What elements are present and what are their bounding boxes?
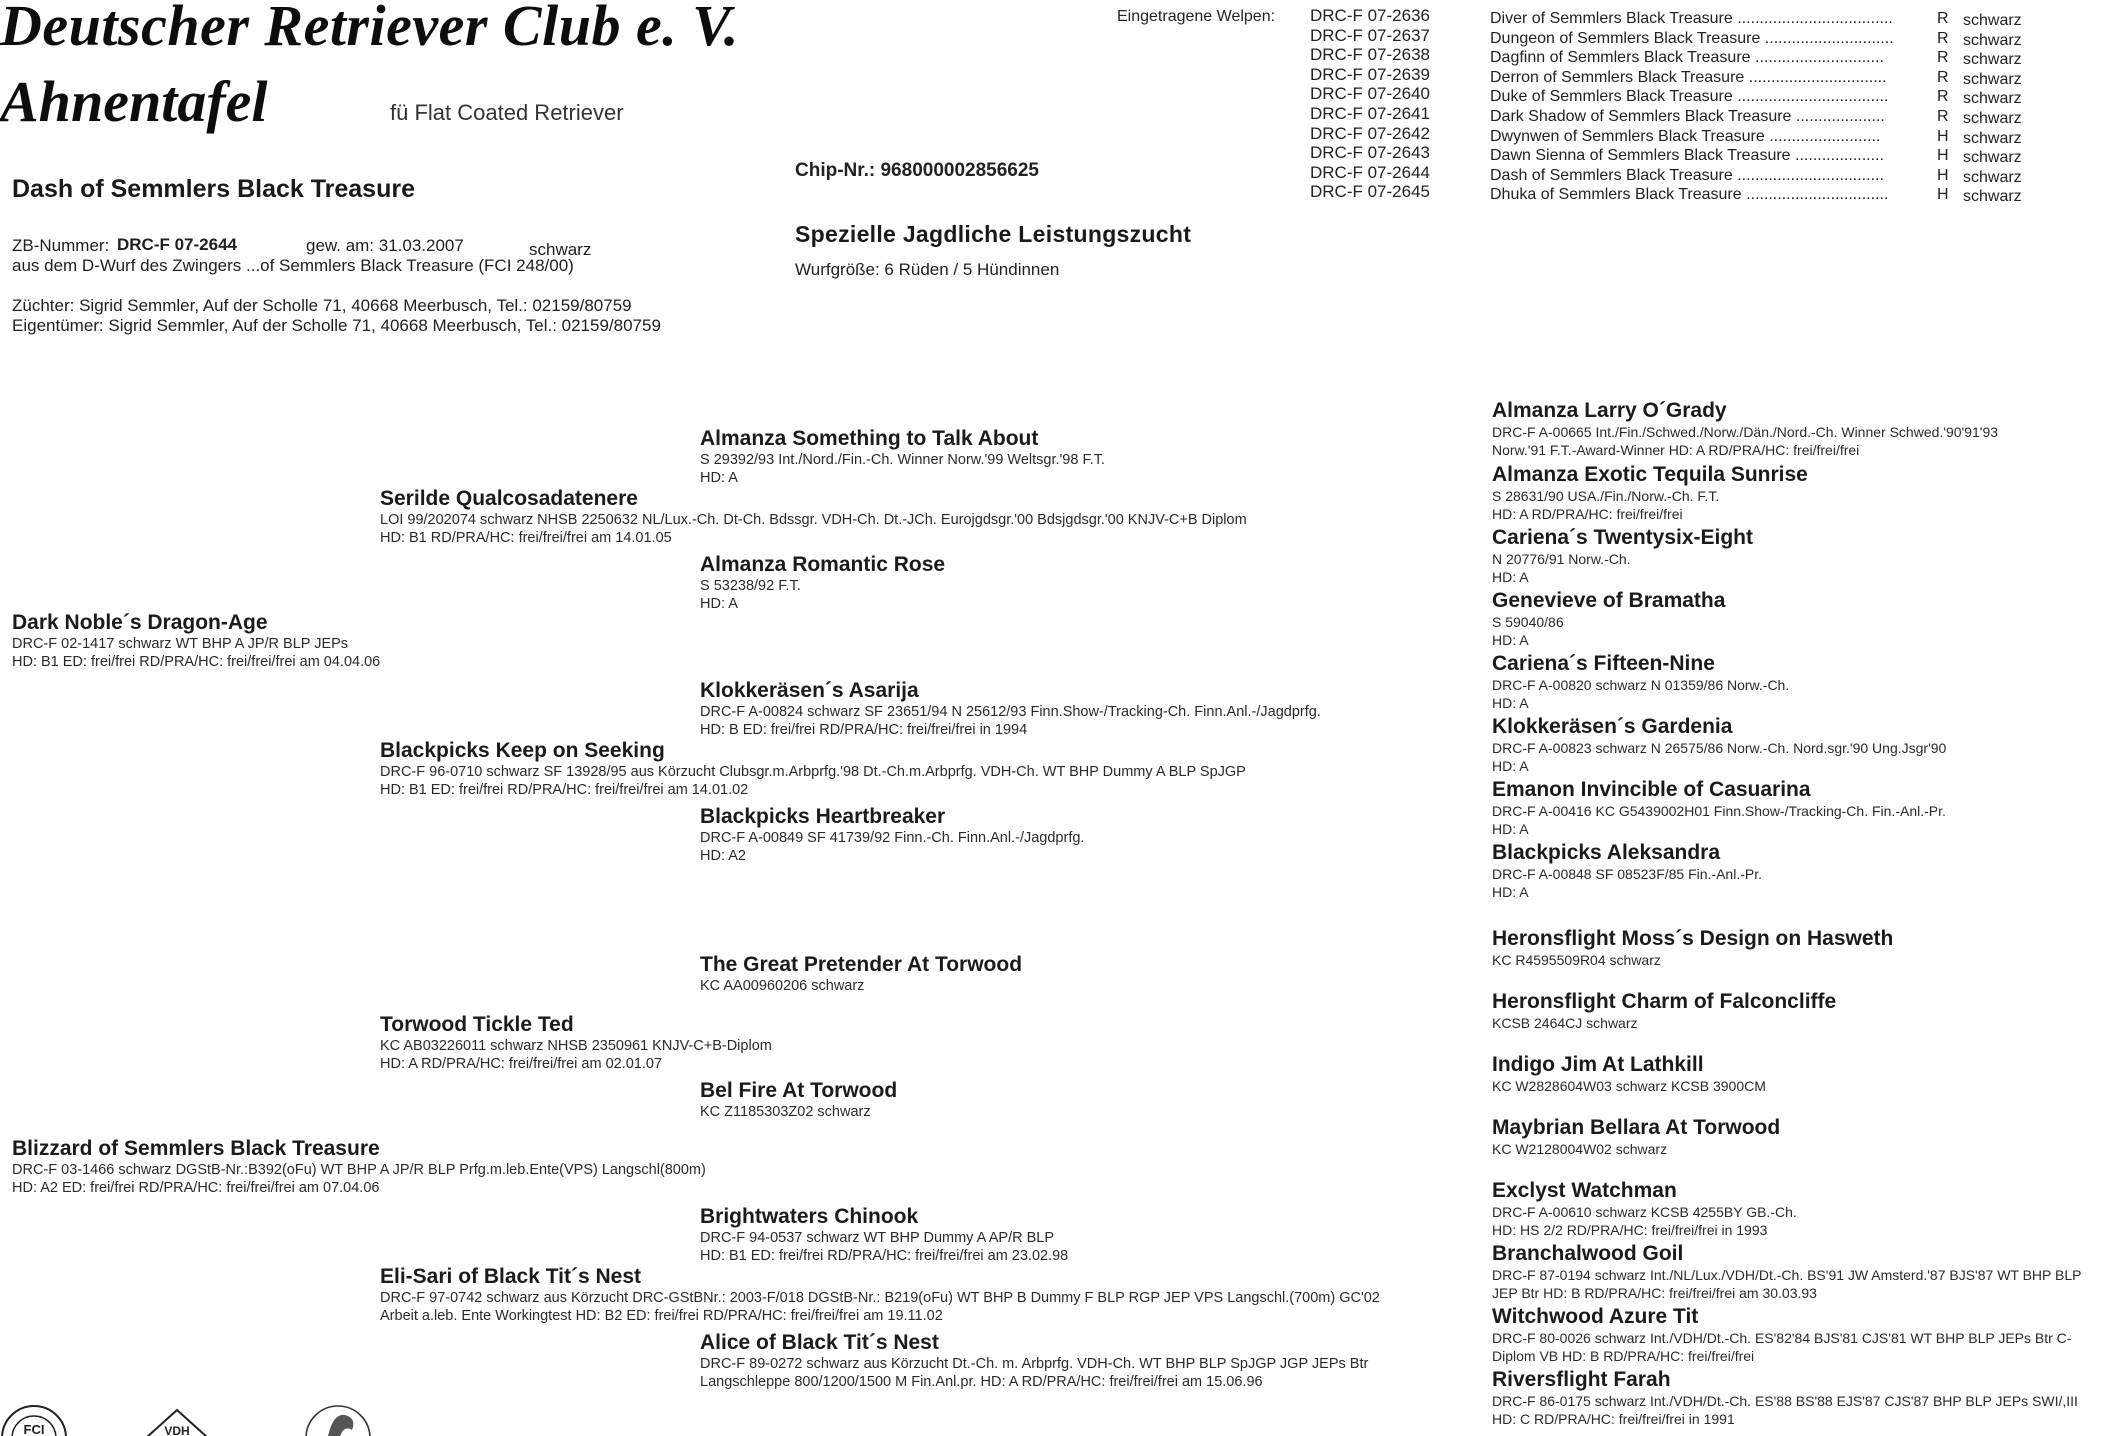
- puppy-sex: R: [1937, 29, 1949, 47]
- sire-health: HD: B1 ED: frei/frei RD/PRA/HC: frei/frei/frei am 04.04.06: [12, 654, 381, 670]
- ancestor-entry: [1492, 777, 1946, 838]
- ancestor-health: JEP Btr HD: B RD/PRA/HC: frei/frei/frei am 30.03.93: [1492, 1285, 1817, 1301]
- great-grandparent-name: Alice of Black Tit´s Nest: [700, 1331, 939, 1354]
- ancestor-entry: [1492, 1115, 1780, 1158]
- ancestor-details: KC W2128004W02 schwarz: [1492, 1141, 1668, 1157]
- ancestor-entry: [1492, 840, 1762, 901]
- ancestor-details: DRC-F A-00820 schwarz N 01359/86 Norw.-Ch.: [1492, 677, 1790, 693]
- ancestor-name: Maybrian Bellara At Torwood: [1492, 1116, 1781, 1139]
- puppies-colors: [1963, 11, 2022, 207]
- dog-color: schwarz: [529, 240, 592, 259]
- puppy-id: DRC-F 07-2638: [1310, 45, 1430, 65]
- great-grandparent-health: Langschleppe 800/1200/1500 M Fin.Anl.pr. HD: A RD/PRA/HC: frei/frei/frei am 15.06.96: [700, 1374, 1263, 1390]
- great-grandparent-details: S 53238/92 F.T.: [700, 578, 801, 594]
- puppy-sex: R: [1937, 68, 1949, 86]
- great-grandparent-details: DRC-F 94-0537 schwarz WT BHP Dummy A AP/R BLP: [700, 1230, 1055, 1246]
- ancestor-details: DRC-F A-00848 SF 08523F/85 Fin.-Anl.-Pr.: [1492, 866, 1762, 882]
- puppy-color: schwarz: [1963, 51, 2022, 69]
- puppies-ids: [1310, 6, 1430, 202]
- ancestor-entry: [1492, 989, 1836, 1032]
- puppy-name: Dawn Sienna of Semmlers Black Treasure ....................: [1490, 147, 1884, 165]
- puppy-name: Derron of Semmlers Black Treasure ...............................: [1490, 68, 1887, 86]
- grandparent-name: Serilde Qualcosadatenere: [380, 487, 638, 510]
- puppy-name: Dungeon of Semmlers Black Treasure .............................: [1490, 29, 1894, 47]
- great-grandparent-name: The Great Pretender At Torwood: [700, 953, 1023, 976]
- puppy-color: schwarz: [1963, 129, 2022, 147]
- dam-health: HD: A2 ED: frei/frei RD/PRA/HC: frei/frei/frei am 07.04.06: [12, 1180, 380, 1196]
- ancestor-name: Heronsflight Moss´s Design on Hasweth: [1492, 927, 1894, 950]
- grandparent-entry: [380, 1264, 1380, 1325]
- birth-date: gew. am: 31.03.2007: [306, 236, 464, 255]
- grandparent-health: HD: B1 RD/PRA/HC: frei/frei/frei am 14.01.05: [380, 530, 672, 546]
- ancestor-name: Emanon Invincible of Casuarina: [1492, 778, 1811, 801]
- puppy-color: schwarz: [1963, 70, 2022, 88]
- ancestor-entry: [1492, 588, 1725, 649]
- ancestor-entry: [1492, 1367, 2078, 1428]
- great-grandparent-details: DRC-F 89-0272 schwarz aus Körzucht Dt.-Ch. m. Arbprfg. VDH-Ch. WT BHP BLP SpJGP JGP JEPs Btr: [700, 1356, 1369, 1372]
- ancestor-name: Klokkeräsen´s Gardenia: [1492, 715, 1733, 738]
- grandparent-entry: [380, 738, 1246, 799]
- puppy-sex: R: [1937, 88, 1949, 106]
- puppy-name: Dagfinn of Semmlers Black Treasure .............................: [1490, 49, 1884, 67]
- ancestor-health: Norw.'91 F.T.-Award-Winner HD: A RD/PRA/HC: frei/frei/frei: [1492, 442, 1860, 458]
- puppy-id: DRC-F 07-2640: [1310, 84, 1430, 104]
- ancestor-name: Indigo Jim At Lathkill: [1492, 1053, 1704, 1076]
- ancestor-health: HD: A: [1492, 884, 1529, 900]
- litter-size: Wurfgröße: 6 Rüden / 5 Hündinnen: [795, 260, 1060, 279]
- dog-name: Dash of Semmlers Black Treasure: [12, 175, 415, 203]
- great-grandparent-details: KC AA00960206 schwarz: [700, 978, 865, 994]
- puppy-id: DRC-F 07-2637: [1310, 25, 1430, 45]
- breeding-program: Spezielle Jagdliche Leistungszucht: [795, 221, 1192, 247]
- puppy-name: Dwynwen of Semmlers Black Treasure .........................: [1490, 127, 1881, 145]
- grandparent-health: HD: B1 ED: frei/frei RD/PRA/HC: frei/frei/frei am 14.01.02: [380, 782, 749, 798]
- great-grandparent-entry: [700, 678, 1321, 739]
- great-grandparent-details: S 29392/93 Int./Nord./Fin.-Ch. Winner Norw.'99 Weltsgr.'98 F.T.: [700, 452, 1106, 468]
- ancestor-entry: [1492, 714, 1946, 775]
- puppy-name: Duke of Semmlers Black Treasure ..................................: [1490, 88, 1889, 106]
- grandparent-entry: [380, 1012, 772, 1073]
- puppies-names: [1490, 9, 1894, 205]
- ancestor-details: DRC-F 80-0026 schwarz Int./VDH/Dt.-Ch. ES'82'84 BJS'81 CJS'81 WT BHP BLP JEPs Btr C-: [1492, 1330, 2072, 1346]
- great-grandparent-details: KC Z1185303Z02 schwarz: [700, 1104, 871, 1120]
- puppy-color: schwarz: [1963, 31, 2022, 49]
- great-grandparent-name: Klokkeräsen´s Asarija: [700, 679, 919, 702]
- ancestor-details: S 28631/90 USA./Fin./Norw.-Ch. F.T.: [1492, 488, 1720, 504]
- dog-head-logo: [298, 1396, 378, 1436]
- puppy-sex: R: [1937, 10, 1949, 27]
- ancestor-health: HD: A: [1492, 758, 1529, 774]
- grandparent-entry: [380, 486, 1247, 547]
- ancestor-entry: [1492, 1178, 1797, 1239]
- great-grandparent-health: HD: B1 ED: frei/frei RD/PRA/HC: frei/frei/frei am 23.02.98: [700, 1248, 1069, 1264]
- grandparent-details: DRC-F 96-0710 schwarz SF 13928/95 aus Körzucht Clubsgr.m.Arbprfg.'98 Dt.-Ch.m.Arbprfg. VDH-Ch. WT BHP Dummy A BLP SpJGP: [380, 764, 1246, 780]
- document-subtitle: fü Flat Coated Retriever: [390, 100, 624, 125]
- ancestor-entry: [1492, 462, 1808, 523]
- ancestor-entry: [1492, 1052, 1766, 1095]
- ancestor-details: KC R4595509R04 schwarz: [1492, 952, 1661, 968]
- puppy-color: schwarz: [1963, 168, 2022, 186]
- puppy-sex: H: [1937, 186, 1949, 204]
- puppy-id: DRC-F 07-2641: [1310, 103, 1430, 123]
- puppy-color: schwarz: [1963, 109, 2022, 127]
- puppy-id: DRC-F 07-2642: [1310, 123, 1430, 143]
- grandparent-name: Eli-Sari of Black Tit´s Nest: [380, 1265, 642, 1288]
- puppies-sex: [1937, 9, 1949, 205]
- great-grandparent-entry: [700, 552, 945, 613]
- grandparent-details: LOI 99/202074 schwarz NHSB 2250632 NL/Lux.-Ch. Dt-Ch. Bdssgr. VDH-Ch. Dt.-JCh. Eurojgdsgr.'00 Bdsjgdsgr.'00 KNJV-C+B Diplom: [380, 512, 1247, 528]
- sire-details: DRC-F 02-1417 schwarz WT BHP A JP/R BLP JEPs: [12, 636, 349, 652]
- puppy-sex: H: [1937, 147, 1949, 165]
- grandparent-details: DRC-F 97-0742 schwarz aus Körzucht DRC-GStBNr.: 2003-F/018 DGStB-Nr.: B219(oFu) WT BHP B Dummy F BLP RGP JEP VPS Langschl.(700m) GC'02: [380, 1290, 1380, 1306]
- puppy-id: DRC-F 07-2636: [1310, 6, 1430, 25]
- ancestor-health: HD: C RD/PRA/HC: frei/frei/frei in 1991: [1492, 1411, 1735, 1427]
- fci-logo: [0, 1394, 68, 1436]
- puppy-color: schwarz: [1963, 188, 2022, 206]
- ancestor-details: DRC-F 87-0194 schwarz Int./NL/Lux./VDH/Dt.-Ch. BS'91 JW Amsterd.'87 BJS'87 WT BHP BLP: [1492, 1267, 2082, 1283]
- great-grandparent-entry: [700, 804, 1084, 865]
- ancestor-details: DRC-F A-00665 Int./Fin./Schwed./Norw./Dän./Nord.-Ch. Winner Schwed.'90'91'93: [1492, 424, 1999, 440]
- ancestor-health: Diplom VB HD: B RD/PRA/HC: frei/frei/frei: [1492, 1348, 1755, 1364]
- dam-entry: [12, 1136, 706, 1197]
- great-grandparent-health: HD: A: [700, 596, 738, 612]
- puppy-name: Dark Shadow of Semmlers Black Treasure ....................: [1490, 107, 1885, 125]
- zb-number: DRC-F 07-2644: [117, 235, 237, 254]
- puppy-sex: H: [1937, 127, 1949, 145]
- puppy-name: Diver of Semmlers Black Treasure ...................................: [1490, 10, 1893, 27]
- ancestor-health: HD: HS 2/2 RD/PRA/HC: frei/frei/frei in 1993: [1492, 1222, 1768, 1238]
- breeder: Züchter: Sigrid Semmler, Auf der Scholle 71, 40668 Meerbusch, Tel.: 02159/80759: [12, 296, 632, 315]
- puppy-color: schwarz: [1963, 149, 2022, 167]
- ancestor-entry: [1492, 1241, 2081, 1302]
- puppy-id: DRC-F 07-2643: [1310, 143, 1430, 163]
- puppy-color: schwarz: [1963, 90, 2022, 108]
- great-grandparent-health: HD: B ED: frei/frei RD/PRA/HC: frei/frei/frei in 1994: [700, 722, 1028, 738]
- puppy-sex: R: [1937, 49, 1949, 67]
- litter-info: aus dem D-Wurf des Zwingers ...of Semmlers Black Treasure (FCI 248/00): [12, 256, 574, 275]
- ancestor-health: HD: A: [1492, 821, 1529, 837]
- ancestor-health: HD: A RD/PRA/HC: frei/frei/frei: [1492, 506, 1683, 522]
- dam-details: DRC-F 03-1466 schwarz DGStB-Nr.:B392(oFu) WT BHP A JP/R BLP Prfg.m.leb.Ente(VPS) Langschl(800m): [12, 1162, 706, 1178]
- ancestor-name: Almanza Larry O´Grady: [1492, 399, 1727, 422]
- ancestor-entry: [1492, 398, 1998, 459]
- great-grandparent-details: DRC-F A-00824 schwarz SF 23651/94 N 25612/93 Finn.Show-/Tracking-Ch. Finn.Anl.-/Jagdprfg.: [700, 704, 1321, 720]
- puppy-sex: H: [1937, 166, 1949, 184]
- puppy-id: DRC-F 07-2645: [1310, 182, 1430, 202]
- great-grandparent-name: Bel Fire At Torwood: [700, 1079, 898, 1102]
- ancestor-details: DRC-F 86-0175 schwarz Int./VDH/Dt.-Ch. ES'88 BS'88 EJS'87 CJS'87 BHP BLP JEPs SWI/,III: [1492, 1393, 2078, 1409]
- ancestor-entry: [1492, 926, 1893, 969]
- zb-label: ZB-Nummer:: [12, 236, 110, 255]
- document-title: Ahnentafel: [0, 69, 268, 134]
- great-grandparent-health: HD: A2: [700, 848, 746, 864]
- grandparent-details: KC AB03226011 schwarz NHSB 2350961 KNJV-C+B-Diplom: [380, 1038, 772, 1054]
- great-grandparent-details: DRC-F A-00849 SF 41739/92 Finn.-Ch. Finn.Anl.-/Jagdprfg.: [700, 830, 1085, 846]
- ancestor-details: DRC-F A-00823 schwarz N 26575/86 Norw.-Ch. Nord.sgr.'90 Ung.Jsgr'90: [1492, 740, 1947, 756]
- ancestor-name: Branchalwood Goil: [1492, 1242, 1684, 1265]
- ancestor-entry: [1492, 525, 1753, 586]
- sire-entry: [12, 610, 380, 671]
- ancestor-details: N 20776/91 Norw.-Ch.: [1492, 551, 1631, 567]
- puppy-sex: R: [1937, 107, 1949, 125]
- grandparent-health: Arbeit a.leb. Ente Workingtest HD: B2 ED: frei/frei RD/PRA/HC: frei/frei/frei am 19.11.02: [380, 1308, 943, 1324]
- dam-name: Blizzard of Semmlers Black Treasure: [12, 1137, 380, 1160]
- great-grandparent-entry: [700, 1330, 1368, 1391]
- ancestor-name: Cariena´s Twentysix-Eight: [1492, 526, 1754, 549]
- great-grandparent-entry: [700, 952, 1022, 995]
- great-grandparent-health: HD: A: [700, 470, 738, 486]
- great-grandparent-name: Almanza Something to Talk About: [700, 427, 1039, 450]
- ancestor-health: HD: A: [1492, 632, 1529, 648]
- ancestor-name: Witchwood Azure Tit: [1492, 1305, 1699, 1328]
- puppy-color: schwarz: [1963, 12, 2022, 29]
- grandparent-name: Torwood Tickle Ted: [380, 1013, 574, 1036]
- ancestor-name: Cariena´s Fifteen-Nine: [1492, 652, 1715, 675]
- great-grandparent-entry: [700, 1078, 897, 1121]
- puppy-name: Dhuka of Semmlers Black Treasure ................................: [1490, 186, 1889, 204]
- ancestor-name: Riversflight Farah: [1492, 1368, 1671, 1391]
- great-grandparent-entry: [700, 426, 1105, 487]
- ancestor-details: KCSB 2464CJ schwarz: [1492, 1015, 1638, 1031]
- great-grandparent-name: Blackpicks Heartbreaker: [700, 805, 946, 828]
- great-grandparent-entry: [700, 1204, 1068, 1265]
- grandparent-health: HD: A RD/PRA/HC: frei/frei/frei am 02.01.07: [380, 1056, 663, 1072]
- ancestor-details: DRC-F A-00610 schwarz KCSB 4255BY GB.-Ch.: [1492, 1204, 1797, 1220]
- ancestor-details: KC W2828604W03 schwarz KCSB 3900CM: [1492, 1078, 1766, 1094]
- ancestor-name: Blackpicks Aleksandra: [1492, 841, 1721, 864]
- vdh-logo: [142, 1408, 212, 1436]
- owner: Eigentümer: Sigrid Semmler, Auf der Scholle 71, 40668 Meerbusch, Tel.: 02159/80759: [12, 316, 661, 335]
- great-grandparent-name: Almanza Romantic Rose: [700, 553, 946, 576]
- svg-text:VDH: VDH: [164, 1424, 190, 1436]
- ancestor-entry: [1492, 651, 1789, 712]
- sire-name: Dark Noble´s Dragon-Age: [12, 611, 268, 634]
- svg-text:FCI: FCI: [23, 1422, 45, 1436]
- ancestor-name: Genevieve of Bramatha: [1492, 589, 1726, 612]
- ancestor-details: DRC-F A-00416 KC G5439002H01 Finn.Show-/Tracking-Ch. Fin.-Anl.-Pr.: [1492, 803, 1946, 819]
- ancestor-name: Heronsflight Charm of Falconcliffe: [1492, 990, 1837, 1013]
- chip-number: Chip-Nr.: 968000002856625: [795, 160, 1039, 181]
- puppies-label: Eingetragene Welpen:: [1117, 8, 1276, 25]
- ancestor-name: Almanza Exotic Tequila Sunrise: [1492, 463, 1808, 486]
- great-grandparent-name: Brightwaters Chinook: [700, 1205, 919, 1228]
- club-title: Deutscher Retriever Club e. V.: [0, 0, 739, 58]
- puppy-id: DRC-F 07-2644: [1310, 162, 1430, 182]
- ancestor-entry: [1492, 1304, 2071, 1365]
- grandparent-name: Blackpicks Keep on Seeking: [380, 739, 665, 762]
- ancestor-health: HD: A: [1492, 695, 1529, 711]
- puppy-name: Dash of Semmlers Black Treasure .................................: [1490, 166, 1884, 184]
- ancestor-name: Exclyst Watchman: [1492, 1179, 1677, 1202]
- puppy-id: DRC-F 07-2639: [1310, 64, 1430, 84]
- ancestor-health: HD: A: [1492, 569, 1529, 585]
- ancestor-details: S 59040/86: [1492, 614, 1564, 630]
